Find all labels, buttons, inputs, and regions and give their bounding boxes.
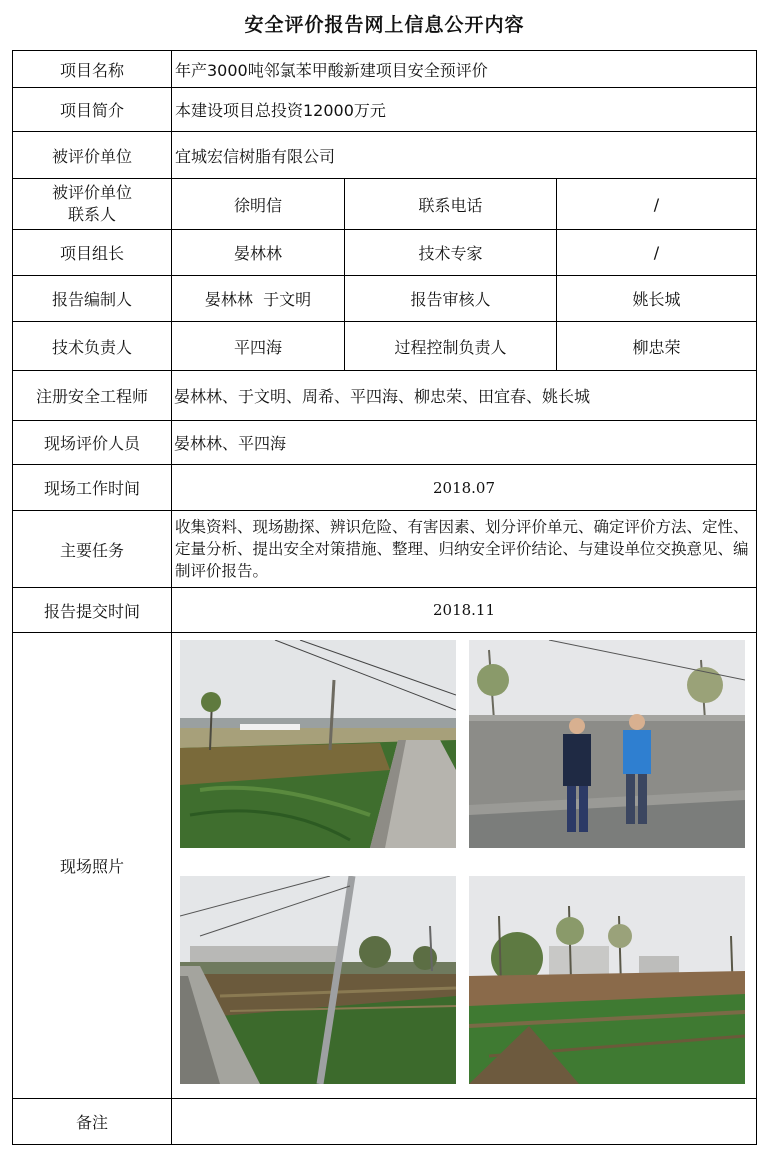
row-remarks [13,1099,757,1145]
site-photo-farmland [469,876,745,1084]
row-project-intro [13,88,757,132]
site-staff-label: 现场评价人员 [13,421,172,465]
contact-name: 徐明信 [172,179,345,230]
project-intro-value: 本建设项目总投资12000万元 [172,88,757,132]
team-leader-name: 晏林林 [172,230,345,276]
process-lead-label: 过程控制负责人 [345,322,557,371]
report-author-name: 晏林林 于文明 [172,276,345,322]
row-contact [13,179,757,230]
remarks-value [172,1099,757,1145]
project-name-value: 年产3000吨邻氯苯甲酸新建项目安全预评价 [172,51,757,88]
contact-label-line2: 联系人 [67,205,116,224]
report-author-label: 报告编制人 [13,276,172,322]
contact-label-line1: 被评价单位 [51,183,132,202]
site-photo-field-pole [180,876,456,1084]
tech-lead-label: 技术负责人 [13,322,172,371]
row-evaluated-unit [13,132,757,179]
process-lead-value: 柳忠荣 [557,322,757,371]
row-main-tasks [13,511,757,588]
info-table [12,50,757,1145]
expert-value: / [557,230,757,276]
phone-label: 联系电话 [345,179,557,230]
phone-value: / [557,179,757,230]
row-site-time [13,465,757,511]
site-photos-cell [172,633,757,1099]
row-site-photos [13,633,757,1099]
main-tasks-label: 主要任务 [13,511,172,588]
reviewer-label: 报告审核人 [345,276,557,322]
tech-lead-name: 平四海 [172,322,345,371]
remarks-label: 备注 [13,1099,172,1145]
site-photo-field-road [180,640,456,848]
evaluated-unit-label: 被评价单位 [13,132,172,179]
contact-label [13,179,172,230]
project-name-label: 项目名称 [13,51,172,88]
engineers-value: 晏林林、于文明、周希、平四海、柳忠荣、田宜春、姚长城 [172,371,757,421]
reviewer-value: 姚长城 [557,276,757,322]
row-site-staff [13,421,757,465]
row-engineers [13,371,757,421]
row-team-leader [13,230,757,276]
row-tech-lead [13,322,757,371]
project-intro-label: 项目简介 [13,88,172,132]
photo-grid [172,636,756,1096]
row-report-author [13,276,757,322]
row-submit-time [13,588,757,633]
row-project-name [13,51,757,88]
expert-label: 技术专家 [345,230,557,276]
site-photo-inspectors [469,640,745,848]
submit-time-label: 报告提交时间 [13,588,172,633]
submit-time-value: 2018.11 [172,588,757,633]
site-photos-label: 现场照片 [13,633,172,1099]
site-time-label: 现场工作时间 [13,465,172,511]
main-tasks-value: 收集资料、现场勘探、辨识危险、有害因素、划分评价单元、确定评价方法、定性、定量分析、提出安全对策措施、整理、归纳安全评价结论、与建设单位交换意见、编制评价报告。 [172,511,757,588]
site-time-value: 2018.07 [172,465,757,511]
page-title: 安全评价报告网上信息公开内容 [244,14,525,36]
team-leader-label: 项目组长 [13,230,172,276]
site-staff-value: 晏林林、平四海 [172,421,757,465]
engineers-label: 注册安全工程师 [13,371,172,421]
evaluated-unit-value: 宜城宏信树脂有限公司 [172,132,757,179]
